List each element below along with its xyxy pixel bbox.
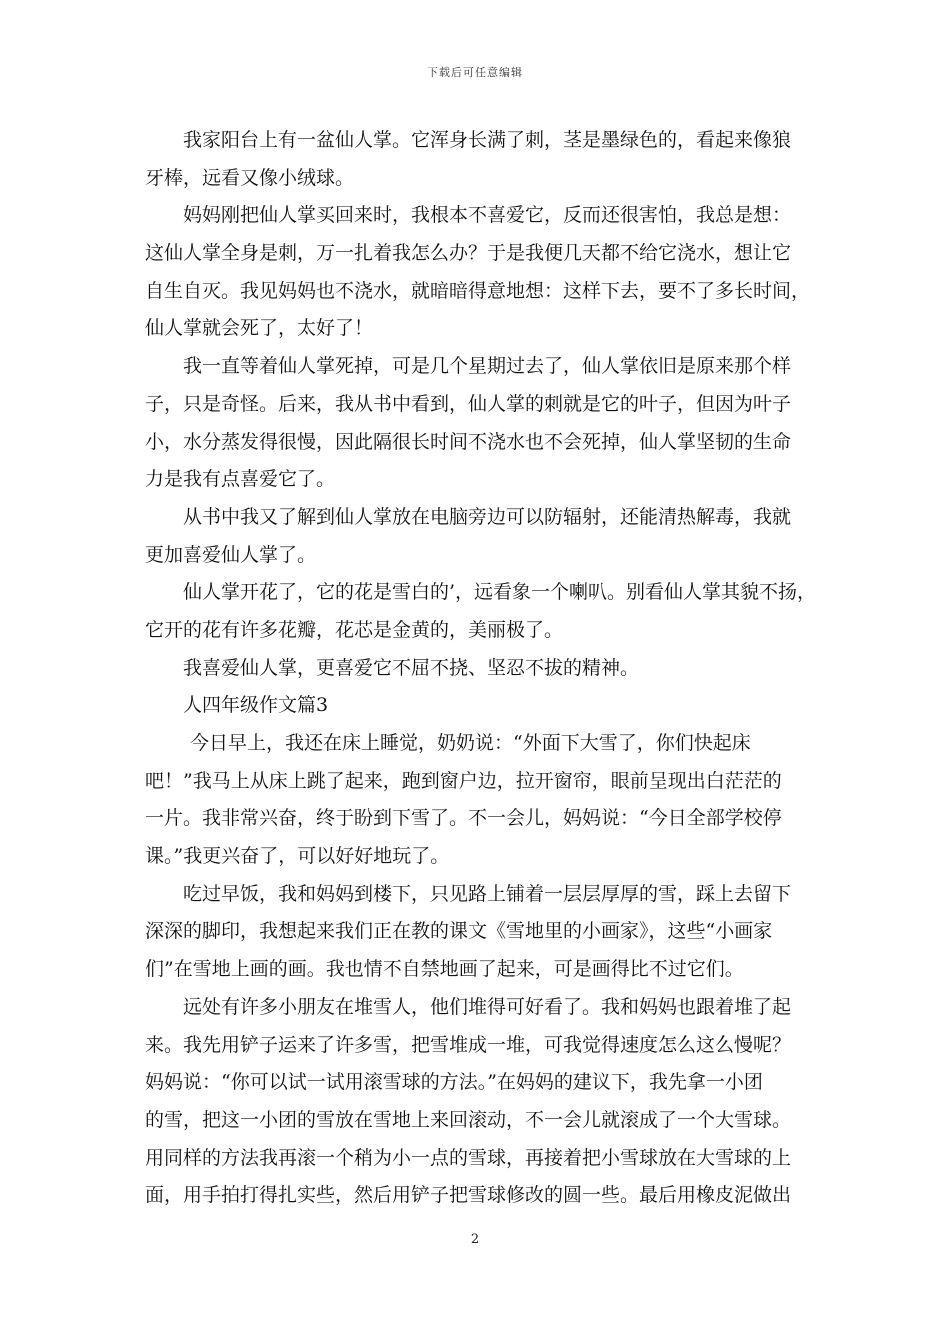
text-line: 仙人掌开花了，它的花是雪白的’，远看象一个喇叭。别看仙人掌其貌不扬， [183, 581, 817, 604]
text-line: 它开的花有许多花瓣，花芯是金黄的，美丽极了。 [145, 618, 564, 641]
page-header: 下载后可任意编辑 [427, 66, 523, 79]
text-line: 来。我先用铲子运来了许多雪，把雪堆成一堆，可我觉得速度怎么这么慢呢？ [145, 1033, 792, 1056]
text-line: 从书中我又了解到仙人掌放在电脑旁边可以防辐射，还能清热解毒，我就 [183, 505, 792, 528]
text-line: 深深的脚印，我想起来我们正在教的课文《雪地里的小画家》，这些“小画家 [145, 920, 773, 943]
text-line: 吃过早饭，我和妈妈到楼下，只见路上铺着一层层厚厚的雪，踩上去留下 [183, 882, 792, 905]
text-line: 我喜爱仙人掌，更喜爱它不屈不挠、坚忍不拔的精神。 [183, 656, 640, 679]
text-line: 力是我有点喜爱它了。 [145, 468, 336, 491]
text-line: 妈妈说：“你可以试一试用滚雪球的方法。”在妈妈的建议下，我先拿一小团 [145, 1071, 763, 1094]
text-line: 远处有许多小朋友在堆雪人，他们堆得可好看了。我和妈妈也跟着堆了起 [183, 995, 792, 1018]
text-line: 们”在雪地上画的画。我也情不自禁地画了起来，可是画得比不过它们。 [145, 958, 744, 981]
text-line: 仙人掌就会死了，太好了！ [145, 317, 374, 340]
text-line: 一片。我非常兴奋，终于盼到下雪了。不一会儿，妈妈说：“今日全部学校停 [145, 807, 782, 830]
text-line: 面，用手拍打得扎实些，然后用铲子把雪球修改的圆一些。最后用橡皮泥做出 [145, 1184, 792, 1207]
text-line: 牙棒，远看又像小绒球。 [145, 166, 355, 189]
text-line: 吧！”我马上从床上跳了起来，跑到窗户边，拉开窗帘，眼前呈现出白茫茫的 [145, 769, 782, 792]
text-line: 我一直等着仙人掌死掉，可是几个星期过去了，仙人掌依旧是原来那个样 [183, 355, 792, 378]
text-line: 子，只是奇怪。后来，我从书中看到，仙人掌的刺就是它的叶子，但因为叶子 [145, 392, 792, 415]
text-line: 人四年级作文篇3 [183, 694, 329, 717]
page-number: 2 [470, 1232, 480, 1247]
text-line: 小，水分蒸发得很慢，因此隔很长时间不浇水也不会死掉，仙人掌坚韧的生命 [145, 430, 792, 453]
text-line: 的雪，把这一小团的雪放在雪地上来回滚动，不一会儿就滚成了一个大雪球。 [145, 1108, 792, 1131]
text-line: 用同样的方法我再滚一个稍为小一点的雪球，再接着把小雪球放在大雪球的上 [145, 1146, 792, 1169]
text-line: 这仙人掌全身是刺，万一扎着我怎么办？于是我便几天都不给它浇水，想让它 [145, 242, 792, 265]
document-body [145, 122, 817, 1215]
text-line: 更加喜爱仙人掌了。 [145, 543, 317, 566]
text-line: 妈妈刚把仙人掌买回来时，我根本不喜爱它，反而还很害怕，我总是想： [183, 204, 792, 227]
text-line: 课。”我更兴奋了，可以好好地玩了。 [145, 845, 450, 868]
text-line: 自生自灭。我见妈妈也不浇水，就暗暗得意地想：这样下去，要不了多长时间， [145, 279, 811, 302]
text-line: 我家阳台上有一盆仙人掌。它浑身长满了刺，茎是墨绿色的，看起来像狼 [183, 129, 792, 151]
text-line: 今日早上，我还在床上睡觉，奶奶说：“外面下大雪了，你们快起床 [190, 732, 751, 754]
